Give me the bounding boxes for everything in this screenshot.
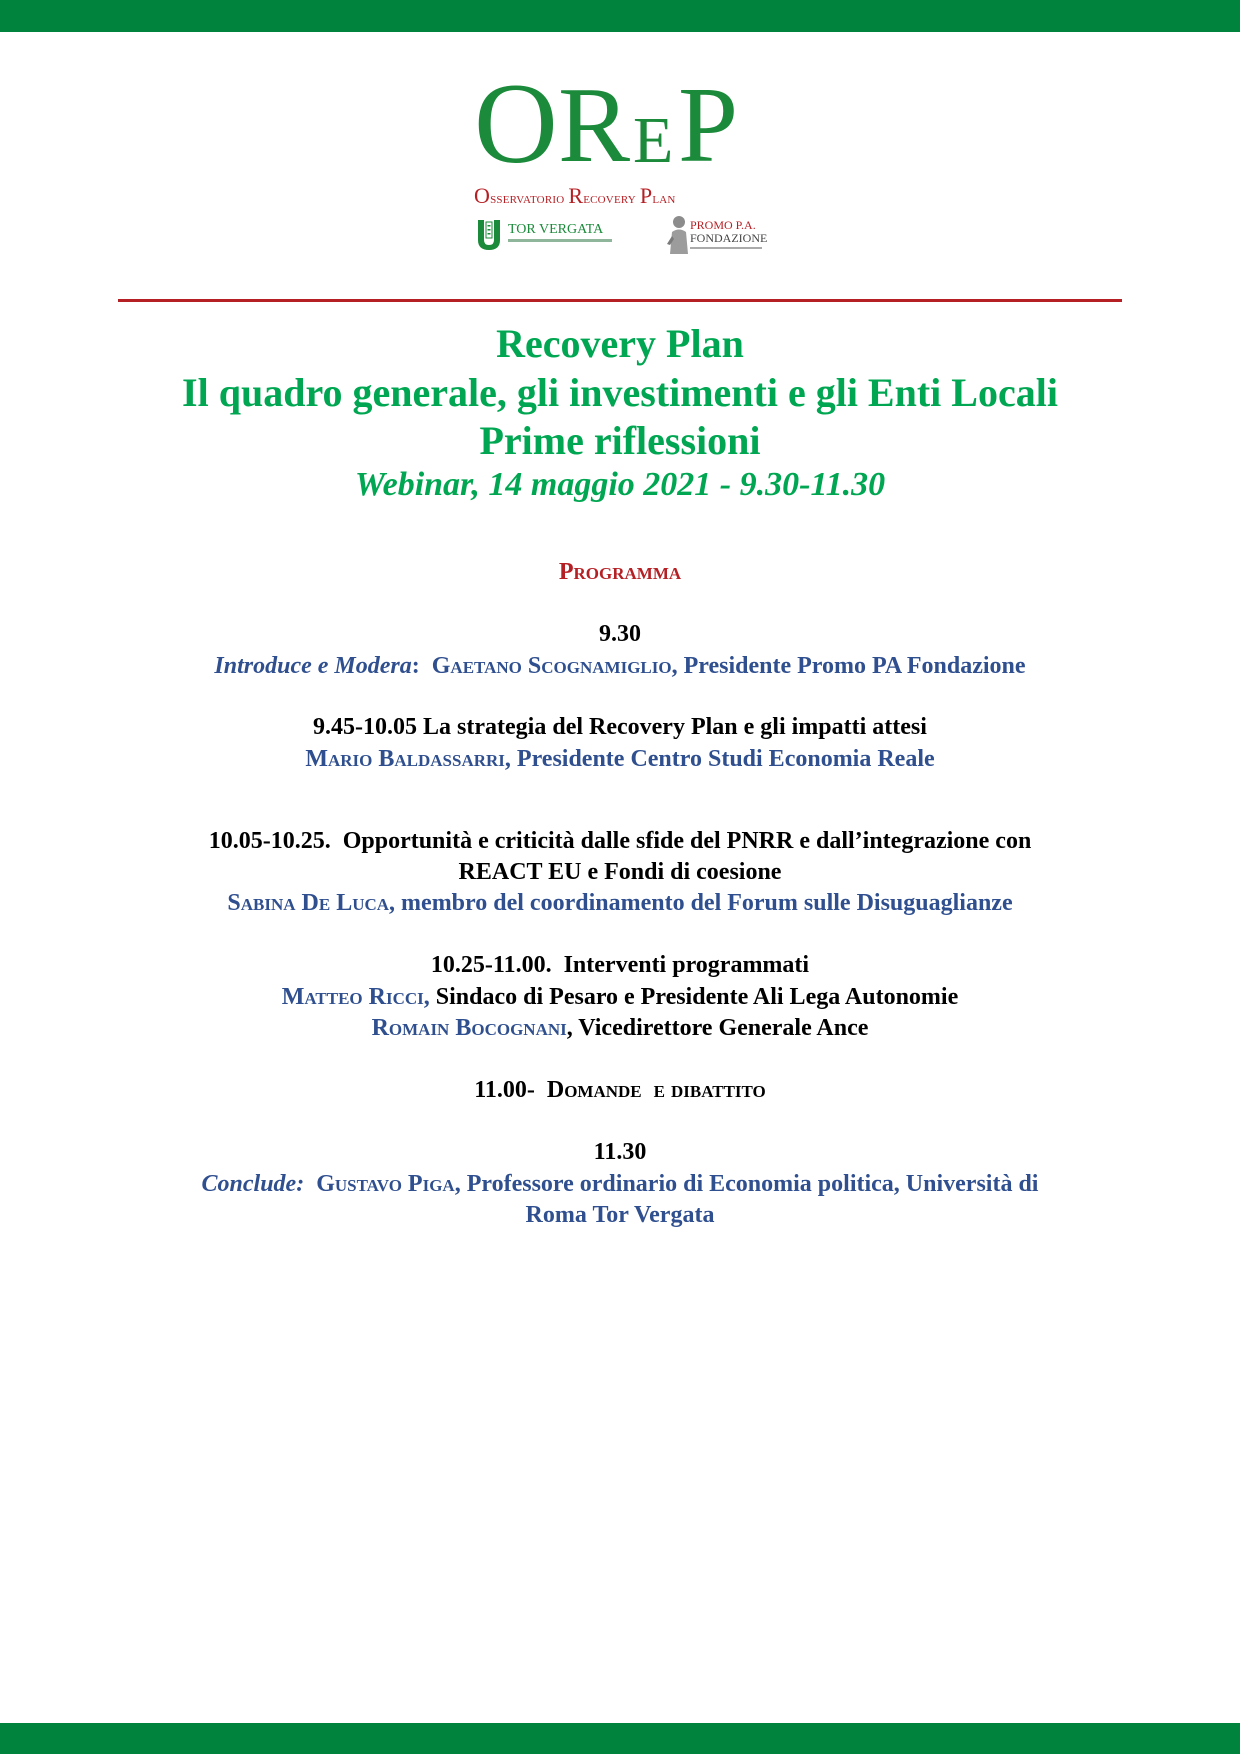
logo-letter-p: P bbox=[678, 66, 739, 185]
session-1-speaker-line: Introduce e Modera: Gaetano Scognamiglio, Presidente Promo PA Fondazione bbox=[214, 653, 1026, 679]
session-5-title: 11.00- Domande e dibattito bbox=[474, 1077, 766, 1103]
logo-letter-r: R bbox=[558, 66, 631, 185]
top-border-bar bbox=[0, 0, 1240, 32]
speaker-name: Mario Baldassarri bbox=[305, 746, 505, 772]
session-6-speaker-line-1: Conclude: Gustavo Piga, Professore ordinario di Economia politica, Università di bbox=[201, 1171, 1039, 1197]
promo-pa-figure-icon bbox=[666, 214, 692, 256]
session-2-title: 9.45-10.05 La strategia del Recovery Plan e gli impatti attesi bbox=[313, 714, 927, 740]
bottom-border-bar bbox=[0, 1723, 1240, 1754]
speaker-name: Gustavo Piga bbox=[316, 1171, 455, 1197]
tor-vergata-logo bbox=[476, 218, 626, 252]
session-3-title-line-1: 10.05-10.25. Opportunità e criticità dalle sfide del PNRR e dall’integrazione con bbox=[208, 828, 1032, 854]
speaker-name: Gaetano Scognamiglio bbox=[431, 653, 672, 679]
title-line-2: Il quadro generale, gli investimenti e gli Enti Locali bbox=[182, 370, 1058, 415]
speaker-name: Sabina De Luca bbox=[227, 890, 390, 916]
logo-letter-o: O bbox=[474, 60, 558, 188]
header-divider bbox=[118, 299, 1122, 302]
session-6-speaker-line-2: Roma Tor Vergata bbox=[525, 1202, 715, 1228]
promo-pa-name: PROMO P.A. bbox=[690, 218, 756, 232]
session-6-time: 11.30 bbox=[593, 1139, 647, 1165]
session-3-speaker-line: Sabina De Luca, membro del coordinamento del Forum sulle Disuguaglianze bbox=[227, 890, 1013, 916]
webinar-date: Webinar, 14 maggio 2021 - 9.30-11.30 bbox=[354, 466, 886, 503]
session-4-speaker-1-line: Matteo Ricci, Sindaco di Pesaro e Presidente Ali Lega Autonomie bbox=[281, 984, 959, 1010]
promo-pa-tagline bbox=[690, 247, 762, 249]
speaker-name: Romain Bocognani bbox=[371, 1015, 567, 1041]
title-line-3: Prime riflessioni bbox=[479, 418, 761, 463]
programma-heading: Programma bbox=[558, 559, 682, 585]
session-4-title: 10.25-11.00. Interventi programmati bbox=[430, 952, 810, 978]
session-1-time: 9.30 bbox=[599, 621, 641, 647]
promo-pa-fondazione: FONDAZIONE bbox=[690, 231, 768, 245]
title-line-1: Recovery Plan bbox=[496, 321, 744, 366]
session-3-title-line-2: REACT EU e Fondi di coesione bbox=[458, 859, 782, 885]
logo-letter-e: E bbox=[633, 104, 674, 177]
session-2-speaker-line: Mario Baldassarri, Presidente Centro Studi Economia Reale bbox=[305, 746, 935, 772]
speaker-name: Matteo Ricci bbox=[281, 984, 424, 1010]
tor-vergata-name: TOR VERGATA bbox=[508, 222, 604, 237]
orep-logo bbox=[470, 60, 770, 257]
tor-vergata-emblem-icon bbox=[476, 218, 502, 252]
orep-wordmark bbox=[470, 60, 770, 188]
tor-vergata-tagline bbox=[508, 239, 612, 242]
promo-pa-logo bbox=[666, 214, 776, 256]
session-4-speaker-2-line: Romain Bocognani, Vicedirettore Generale Ance bbox=[371, 1015, 869, 1041]
logo-subtitle: Osservatorio Recovery Plan bbox=[474, 183, 676, 208]
